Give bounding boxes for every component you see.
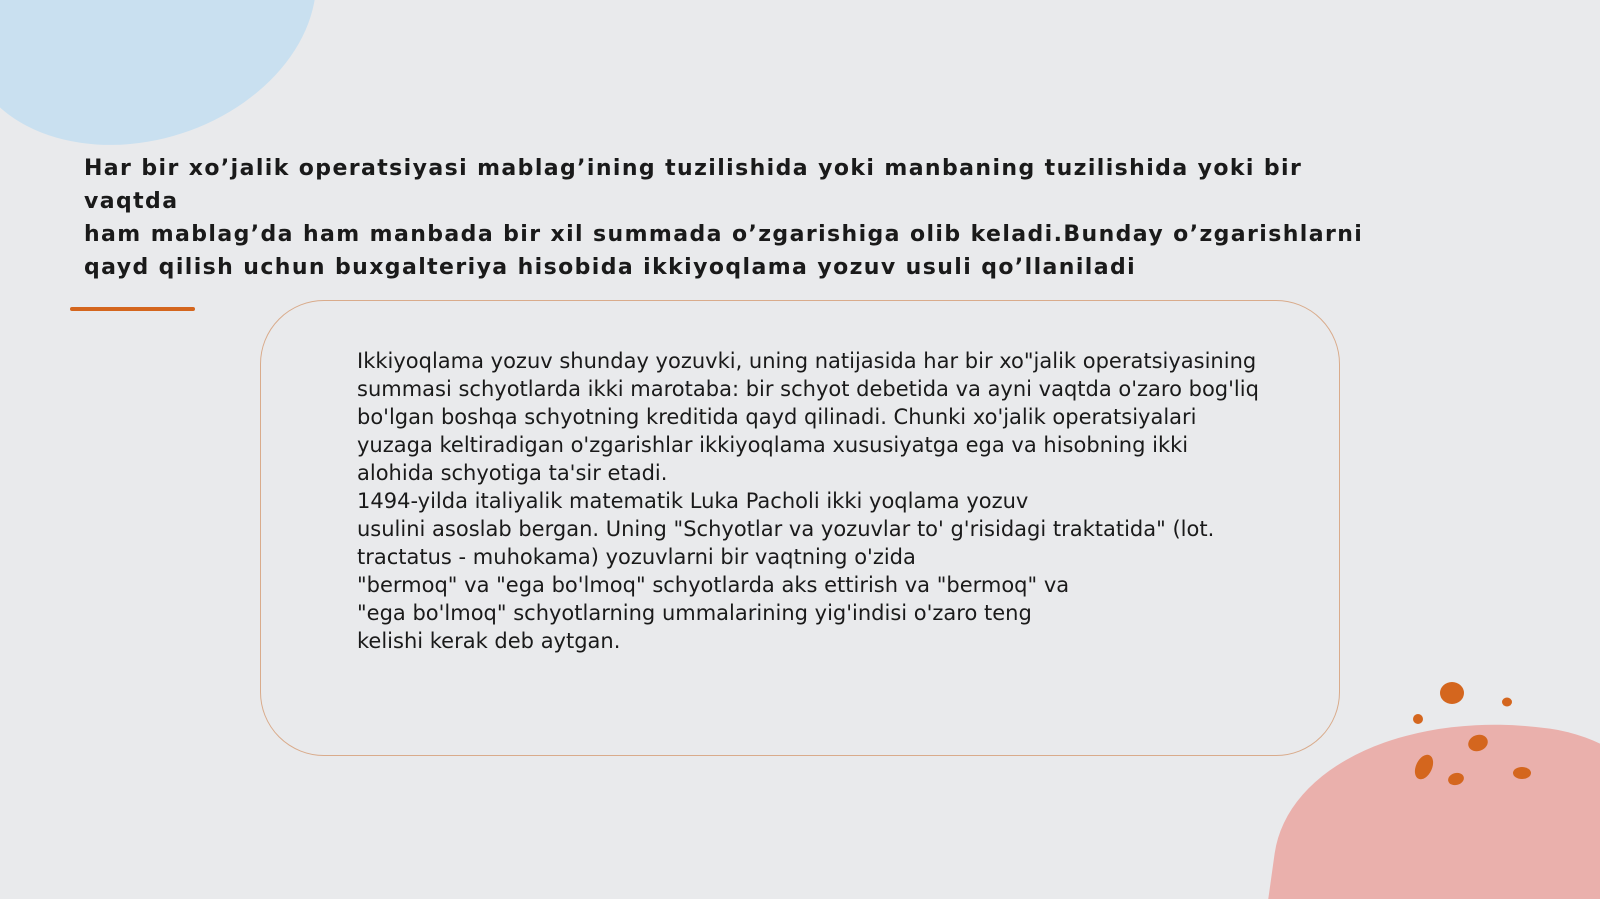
orange-dot	[1411, 752, 1436, 782]
slide-heading	[84, 152, 1384, 284]
orange-dot	[1447, 771, 1466, 787]
body-line: "ega bo'lmoq" schyotlarning ummalarining yig'indisi o'zaro teng	[357, 601, 1032, 625]
body-line: tractatus - muhokama) yozuvlarni bir vaqtning o'zida	[357, 545, 916, 569]
heading-line: ham mablag’da ham manbada bir xil summada o’zgarishiga olib keladi.Bunday o’zgarishlarni	[84, 222, 1364, 247]
body-line: bo'lgan boshqa schyotning kreditida qayd qilinadi. Chunki xo'jalik operatsiyalari	[357, 405, 1197, 429]
body-line: "bermoq" va "ega bo'lmoq" schyotlarda aks ettirish va "bermoq" va	[357, 573, 1070, 597]
body-line: alohida schyotiga ta'sir etadi.	[357, 461, 668, 485]
orange-dot	[1413, 714, 1423, 724]
body-line: yuzaga keltiradigan o'zgarishlar ikkiyoqlama xususiyatga ega va hisobning ikki	[357, 433, 1189, 457]
orange-dot	[1466, 732, 1490, 754]
orange-dot	[1513, 767, 1531, 779]
body-line: summasi schyotlarda ikki marotaba: bir schyot debetida va ayni vaqtda o'zaro bog'liq	[357, 377, 1259, 401]
body-line: Ikkiyoqlama yozuv shunday yozuvki, uning natijasida har bir xo"jalik operatsiyasining	[357, 349, 1257, 373]
orange-dot	[1502, 698, 1512, 707]
decorative-orange-dots	[1400, 675, 1550, 800]
body-line: 1494-yilda italiyalik matematik Luka Pacholi ikki yoqlama yozuv	[357, 489, 1029, 513]
orange-dot	[1440, 682, 1464, 704]
heading-line: Har bir xo’jalik operatsiyasi mablag’ining tuzilishida yoki manbaning tuzilishida yoki bir vaqtda	[84, 156, 1303, 214]
accent-underline	[70, 307, 195, 311]
body-text	[357, 347, 1307, 655]
body-line: usulini asoslab bergan. Uning "Schyotlar va yozuvlar to' g'risidagi traktatida" (lot.	[357, 517, 1215, 541]
body-line: kelishi kerak deb aytgan.	[357, 629, 621, 653]
heading-line: qayd qilish uchun buxgalteriya hisobida ikkiyoqlama yozuv usuli qo’llaniladi	[84, 255, 1137, 280]
